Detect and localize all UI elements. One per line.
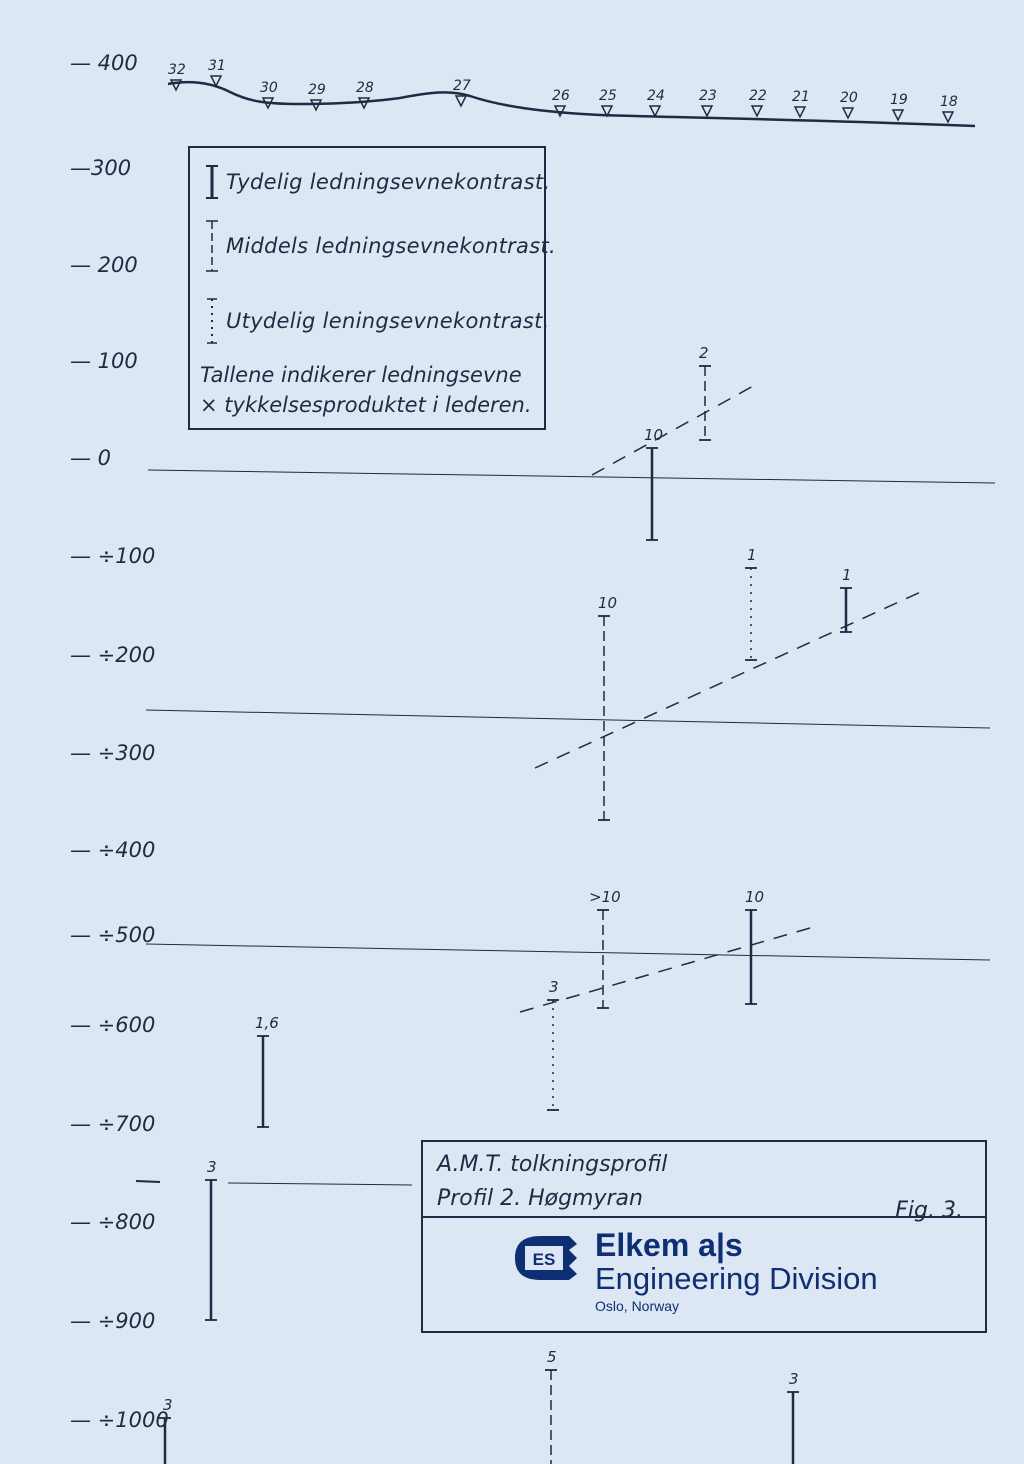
- station-label: 29: [308, 82, 326, 98]
- conductor-value-label: 2: [699, 344, 709, 362]
- station-marker-icon: [456, 96, 466, 106]
- station-label: 31: [208, 58, 226, 74]
- depth-label: —300: [70, 156, 132, 180]
- depth-label: — ÷200: [70, 643, 156, 667]
- legend-clear-label: Tydelig ledningsevnekontrast.: [226, 170, 551, 194]
- conductor-bar: [644, 426, 663, 540]
- station-label: 21: [792, 89, 810, 105]
- conductor-value-label: >10: [589, 888, 621, 906]
- station-label: 25: [599, 88, 617, 104]
- station-marker-icon: [752, 106, 762, 116]
- conductor-value-label: 1,6: [255, 1014, 279, 1032]
- medium-contrast-symbol-icon: [200, 218, 226, 274]
- depth-axis: [70, 51, 169, 1432]
- conductor-bar: [699, 344, 711, 440]
- conductor-bar: [255, 1014, 279, 1127]
- conductor-bar: [545, 1348, 557, 1464]
- station-marker-icon: [943, 112, 953, 122]
- conductor-bar: [205, 1158, 217, 1320]
- depth-label: — ÷400: [70, 838, 156, 862]
- depth-label: — ÷100: [70, 544, 156, 568]
- station-label: 26: [552, 88, 570, 104]
- reference-line-500: [146, 944, 990, 960]
- conductor-value-label: 5: [547, 1348, 557, 1366]
- legend: [188, 146, 556, 430]
- conductor-bar: [787, 1370, 799, 1464]
- depth-label: — ÷500: [70, 923, 156, 947]
- station-marker-icon: [171, 80, 181, 90]
- station-label: 30: [260, 80, 278, 96]
- conductor-value-label: 3: [789, 1370, 799, 1388]
- clear-contrast-symbol-icon: [200, 162, 226, 202]
- station-label: 19: [890, 92, 908, 108]
- company-block: [595, 1228, 878, 1316]
- reference-tick: [136, 1181, 160, 1182]
- reference-line-0: [148, 470, 995, 483]
- conductor-bar: [840, 566, 852, 632]
- depth-label: — 200: [70, 253, 138, 277]
- station-label: 20: [840, 90, 858, 106]
- legend-medium-label: Middels ledningsevnekontrast.: [226, 234, 556, 258]
- conductor-value-label: 1: [842, 566, 852, 584]
- logo-text: ES: [532, 1250, 556, 1269]
- depth-label: — ÷300: [70, 741, 156, 765]
- depth-label: — ÷800: [70, 1210, 156, 1234]
- title-line-2: Profil 2. Høgmyran: [437, 1186, 643, 1211]
- legend-row-clear: [200, 162, 550, 202]
- company-division: Engineering Division: [595, 1261, 878, 1296]
- conductor-bar: [598, 594, 617, 820]
- conductor-value-label: 3: [549, 978, 559, 996]
- conductor-bar: [745, 546, 757, 660]
- station-marker-icon: [843, 108, 853, 118]
- station-marker-icon: [702, 106, 712, 116]
- conductor-value-label: 3: [207, 1158, 217, 1176]
- conductor-value-label: 10: [745, 888, 765, 906]
- legend-row-medium: [200, 218, 556, 274]
- depth-label: — ÷700: [70, 1112, 156, 1136]
- station-label: 18: [940, 94, 958, 110]
- title-divider: [423, 1216, 985, 1218]
- company-city: Oslo, Norway: [595, 1298, 680, 1314]
- conductor-bar: [745, 888, 764, 1004]
- depth-label: — 100: [70, 349, 138, 373]
- station-label: 24: [647, 88, 665, 104]
- depth-label: — 0: [70, 446, 112, 470]
- weak-contrast-symbol-icon: [200, 296, 226, 346]
- company-name: Elkem a|s: [595, 1227, 743, 1263]
- conductor-bar: [547, 978, 559, 1110]
- station-label: 23: [699, 88, 717, 104]
- title-block: [421, 1140, 987, 1333]
- depth-label: — ÷900: [70, 1309, 156, 1333]
- conductor-value-label: 1: [747, 546, 757, 564]
- conductor-value-label: 10: [644, 426, 664, 444]
- station-marker-icon: [795, 107, 805, 117]
- station-label: 22: [749, 88, 767, 104]
- station-marker-icon: [893, 110, 903, 120]
- conductor-value-label: 3: [163, 1396, 173, 1414]
- title-line-1: A.M.T. tolkningsprofil: [437, 1152, 668, 1177]
- depth-label: — 400: [70, 51, 138, 75]
- legend-weak-label: Utydelig leningsevnekontrast.: [226, 309, 550, 333]
- station-label: 32: [168, 62, 186, 78]
- reference-line-760: [228, 1183, 412, 1185]
- station-marker-icon: [650, 106, 660, 116]
- elkem-logo-icon: [511, 1232, 581, 1284]
- depth-label: — ÷600: [70, 1013, 156, 1037]
- reference-line-250: [146, 710, 990, 728]
- station-label: 28: [356, 80, 374, 96]
- depth-label: — ÷1000: [70, 1408, 169, 1432]
- legend-note: Tallene indikerer ledningsevne × tykkelsesproduktet i lederen.: [200, 363, 532, 417]
- station-label: 27: [453, 78, 471, 94]
- conductor-value-label: 10: [598, 594, 618, 612]
- legend-row-weak: [200, 296, 550, 346]
- figure-number: Fig. 3.: [895, 1198, 963, 1223]
